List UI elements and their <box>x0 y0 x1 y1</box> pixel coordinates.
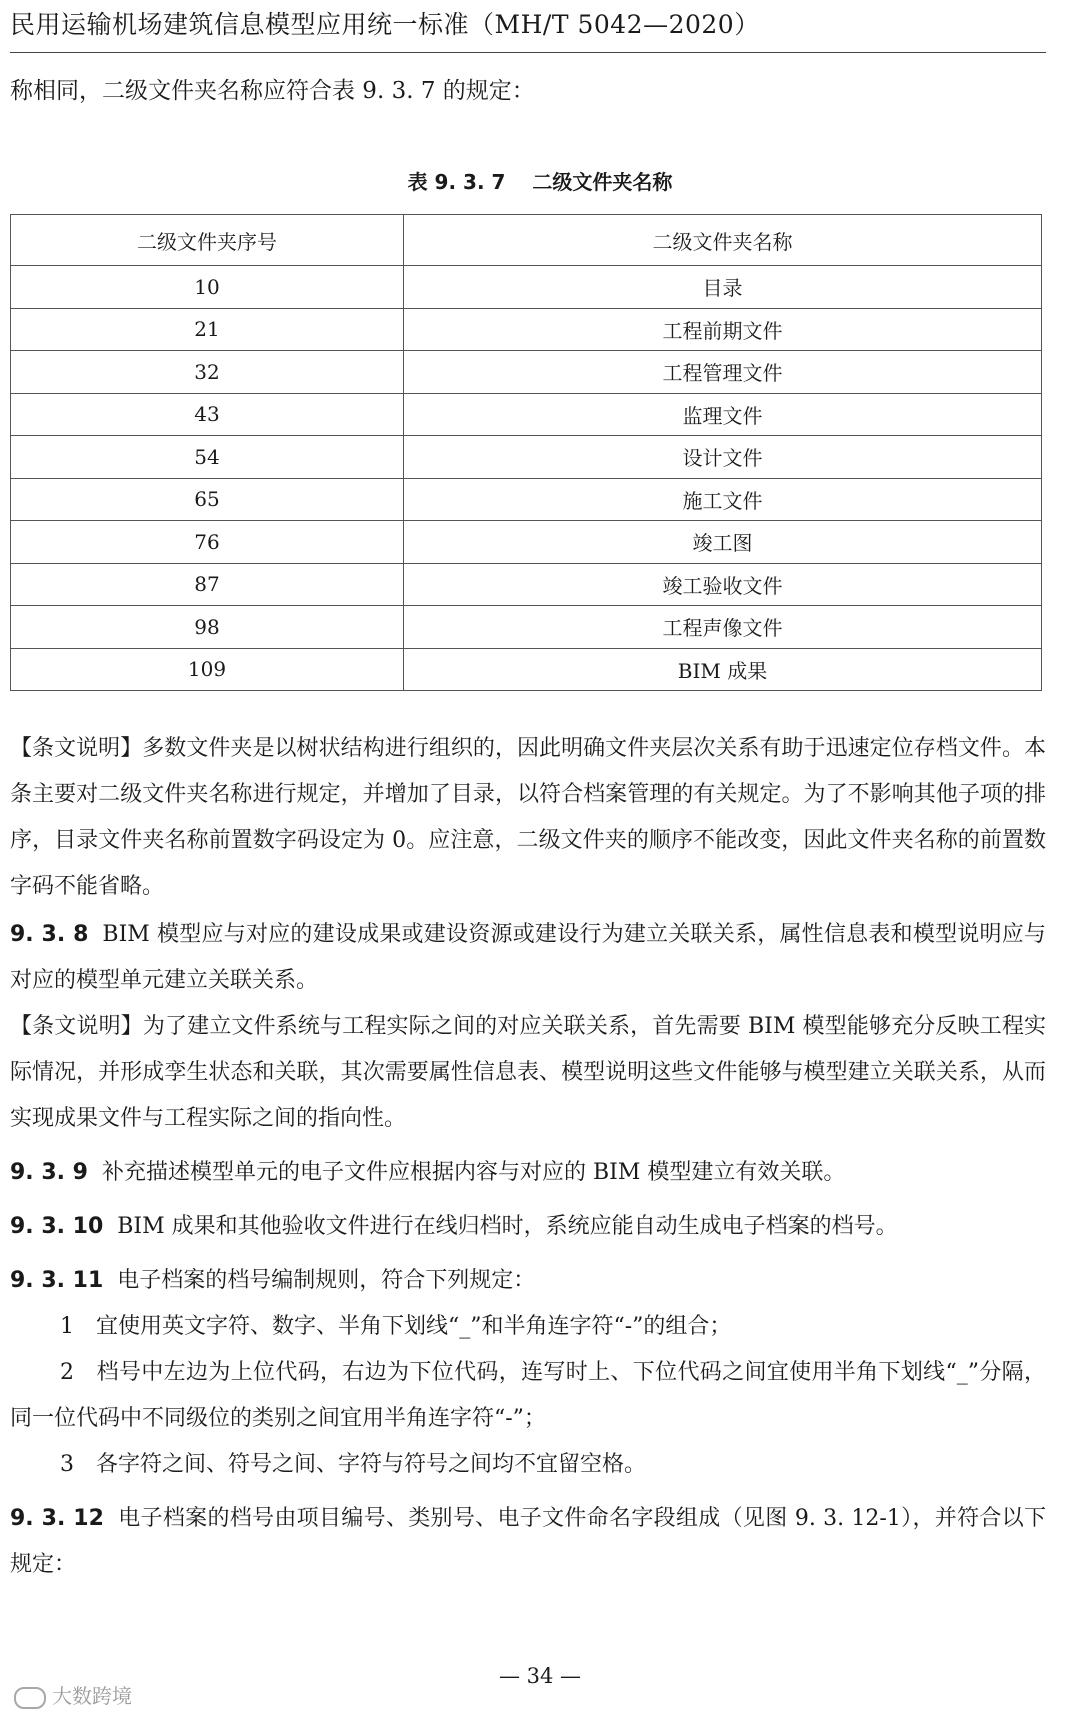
table-caption-title: 二级文件夹名称 <box>532 170 673 194</box>
folder-number: 32 <box>11 351 404 394</box>
folder-name: 竣工图 <box>404 521 1042 564</box>
table-row <box>11 478 1042 521</box>
clause-9-3-8 <box>10 912 1046 1004</box>
clause-9-3-12 <box>10 1496 1046 1588</box>
folder-name: BIM 成果 <box>404 648 1042 691</box>
folder-number: 87 <box>11 563 404 606</box>
watermark-text: 大数跨境 <box>52 1684 132 1708</box>
clause-text: BIM 模型应与对应的建设成果或建设资源或建设行为建立关联关系，属性信息表和模型说明应与对应的模型单元建立关联关系。 <box>10 922 1046 993</box>
folder-name: 竣工验收文件 <box>404 563 1042 606</box>
clause-9-3-11-item-1: 1 宜使用英文字符、数字、半角下划线“_”和半角连字符“-”的组合； <box>60 1314 732 1339</box>
table-row <box>11 308 1042 351</box>
clause-text: 电子档案的档号由项目编号、类别号、电子文件命名字段组成（见图 9. 3. 12-1），并符合以下规定： <box>10 1506 1047 1577</box>
clause-text: 补充描述模型单元的电子文件应根据内容与对应的 BIM 模型建立有效关联。 <box>101 1160 846 1185</box>
folder-name: 设计文件 <box>404 436 1042 479</box>
folder-name: 监理文件 <box>404 393 1042 436</box>
folder-number: 98 <box>11 606 404 649</box>
clause-text: BIM 成果和其他验收文件进行在线归档时，系统应能自动生成电子档案的档号。 <box>117 1214 898 1239</box>
table-caption-number: 表 9. 3. 7 <box>407 170 506 194</box>
folder-number: 10 <box>11 266 404 309</box>
table-caption <box>0 166 1080 195</box>
folder-name: 施工文件 <box>404 478 1042 521</box>
clause-number: 9. 3. 8 <box>10 922 89 947</box>
folder-number: 21 <box>11 308 404 351</box>
folder-number: 43 <box>11 393 404 436</box>
folder-number: 65 <box>11 478 404 521</box>
explanation-9-3-7: 【条文说明】多数文件夹是以树状结构进行组织的，因此明确文件夹层次关系有助于迅速定位存档文件。本条主要对二级文件夹名称进行规定，并增加了目录，以符合档案管理的有关规定。为了不影响其他子项的排序，目录文件夹名称前置数字码设定为 0。应注意，二级文件夹的顺序不能改变，因此文件夹名称的前置数字码不能省略。 <box>10 736 1046 899</box>
page-number: — 34 — <box>498 1664 582 1688</box>
folder-name: 工程声像文件 <box>404 606 1042 649</box>
clause-number: 9. 3. 11 <box>10 1268 104 1293</box>
clause-9-3-10 <box>10 1204 1046 1250</box>
lead-paragraph: 称相同，二级文件夹名称应符合表 9. 3. 7 的规定： <box>10 78 535 104</box>
clause-number: 9. 3. 9 <box>10 1160 88 1185</box>
folder-number: 54 <box>11 436 404 479</box>
header-divider <box>10 52 1046 53</box>
watermark <box>14 1680 132 1709</box>
clause-9-3-9 <box>10 1150 1046 1196</box>
folder-name: 目录 <box>404 266 1042 309</box>
clause-number: 9. 3. 10 <box>10 1214 104 1239</box>
clause-number: 9. 3. 12 <box>10 1506 104 1531</box>
table-header-row <box>11 215 1042 266</box>
running-header: 民用运输机场建筑信息模型应用统一标准（MH/T 5042—2020） <box>10 10 760 39</box>
folder-name: 工程管理文件 <box>404 351 1042 394</box>
column-header-name: 二级文件夹名称 <box>404 215 1042 266</box>
folder-number: 109 <box>11 648 404 691</box>
folder-number: 76 <box>11 521 404 564</box>
table-row <box>11 393 1042 436</box>
table-row <box>11 606 1042 649</box>
clause-text: 电子档案的档号编制规则，符合下列规定： <box>117 1268 536 1293</box>
clause-9-3-11 <box>10 1258 1046 1304</box>
explanation-9-3-8: 【条文说明】为了建立文件系统与工程实际之间的对应关联关系，首先需要 BIM 模型能够充分反映工程实际情况，并形成孪生状态和关联，其次需要属性信息表、模型说明这些文件能够与模型建立关联关系，从而实现成果文件与工程实际之间的指向性。 <box>10 1014 1046 1131</box>
column-header-number: 二级文件夹序号 <box>11 215 404 266</box>
clause-9-3-11-item-3: 3 各字符之间、符号之间、字符与符号之间均不宜留空格。 <box>60 1452 646 1477</box>
watermark-logo-icon <box>14 1687 46 1709</box>
folder-name: 工程前期文件 <box>404 308 1042 351</box>
table-row <box>11 351 1042 394</box>
folder-name-table <box>10 214 1042 691</box>
clause-9-3-11-item-2: 2 档号中左边为上位代码，右边为下位代码，连写时上、下位代码之间宜使用半角下划线“_”分隔，同一位代码中不同级位的类别之间宜用半角连字符“-”； <box>10 1360 1046 1431</box>
table-row <box>11 648 1042 691</box>
table-row <box>11 266 1042 309</box>
table-row <box>11 521 1042 564</box>
table-row <box>11 436 1042 479</box>
table-row <box>11 563 1042 606</box>
